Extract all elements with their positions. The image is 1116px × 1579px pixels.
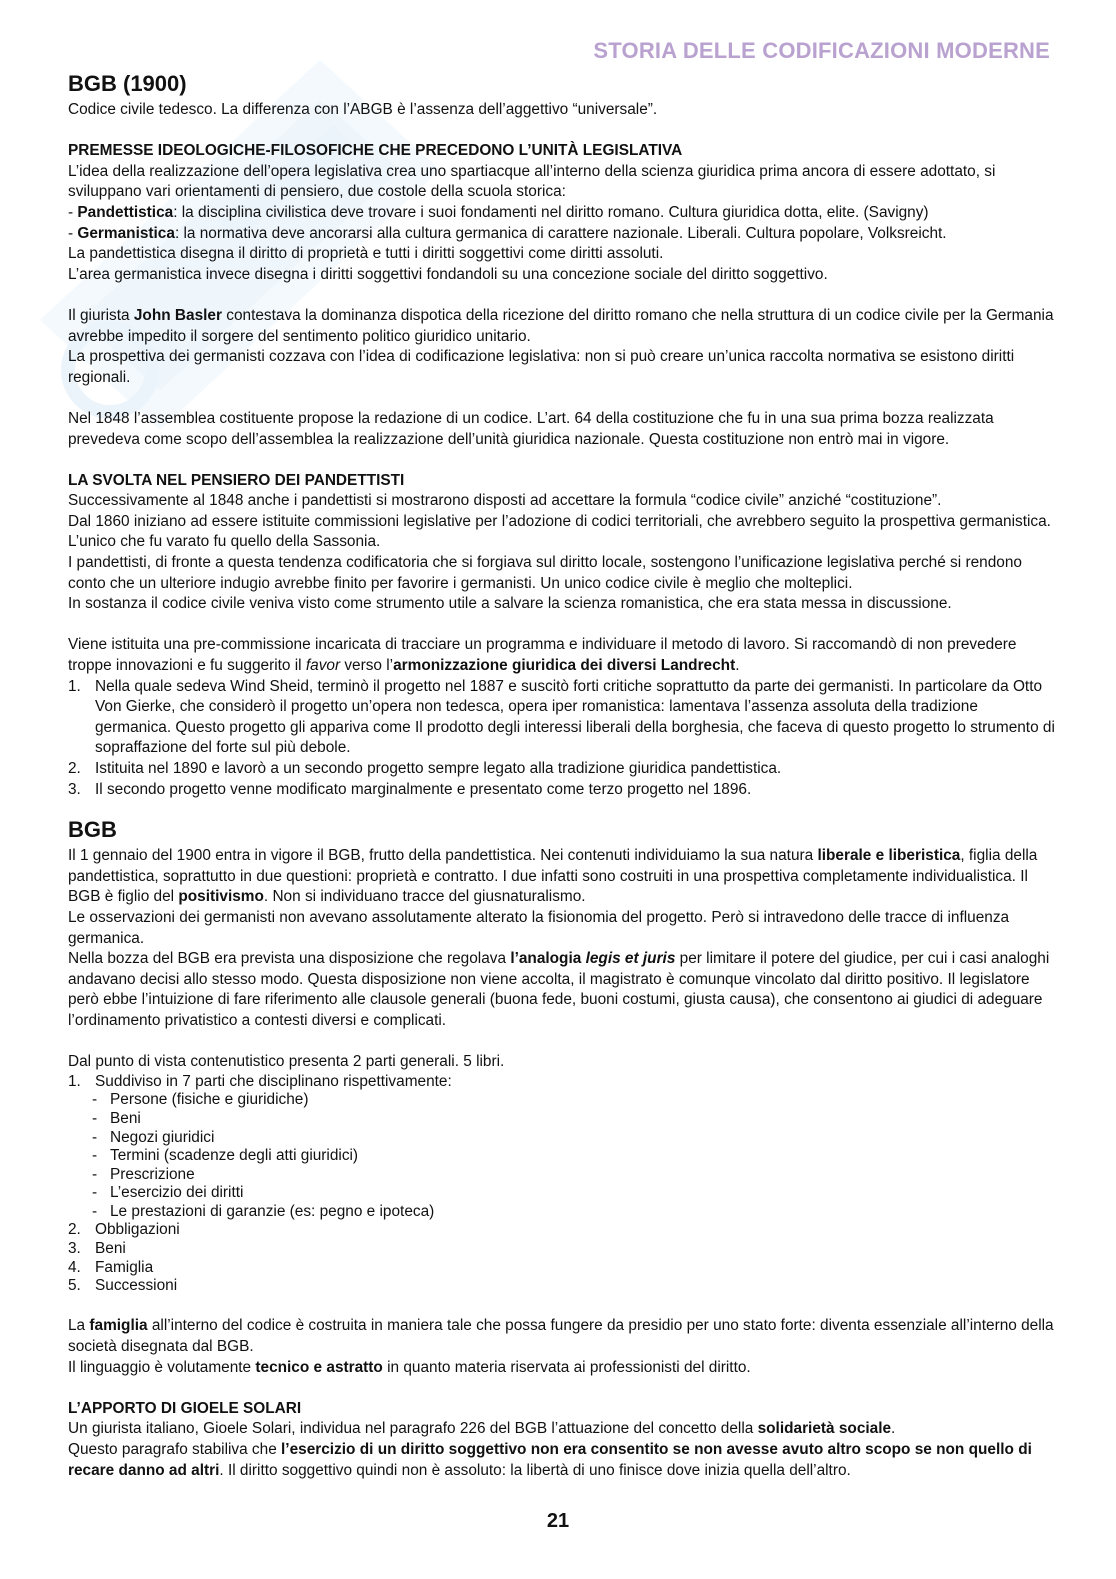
list-item: - Termini (scadenze degli atti giuridici) <box>92 1147 359 1165</box>
basler-paragraph: Il giurista John Basler contestava la dominanza dispotica della ricezione del diritto romano che nella struttura di un codice civile per la Germania avrebbe impedito il sorgere del sentimento politico giuridico unitario. <box>68 306 1054 345</box>
list-item: 5. Successioni <box>68 1277 178 1295</box>
intro-paragraph: Codice civile tedesco. La differenza con l’ABGB è l’assenza dell’aggettivo “universale”. <box>68 101 658 118</box>
svolta-paragraph-5: Viene istituita una pre-commissione incaricata di tracciare un programma e individuare il metodo di lavoro. Si raccomandò di non prevedere troppe innovazioni e fu suggerito il favor verso l’armonizzazione giuridica dei diversi Landrecht. <box>68 636 1017 675</box>
libri-list <box>68 1073 1058 1296</box>
bgb-paragraph-2: Le osservazioni dei germanisti non avevano assolutamente alterato la fisionomia del progetto. Però si intravedono delle tracce di influenza germanica. <box>68 908 1010 947</box>
bgb-paragraph-1: Il 1 gennaio del 1900 entra in vigore il BGB, frutto della pandettistica. Nei contenuti individuiamo la sua natura liberale e liberistica, figlia della pandettistica, soprattutto in due questioni: proprietà e contratto. I due infatti sono costruiti in una prospettiva completamente individualistica. Il BGB è figlio del positivismo. Non si individuano tracce del giusnaturalismo. <box>68 847 1038 906</box>
list-item: 1. Suddiviso in 7 parti che disciplinano rispettivamente: - Persone (fisiche e giuridiche) - Beni - Negozi giuridici - Termini (scadenze degli atti giuridici) - Prescrizione - L’esercizio dei diritti - Le prestazioni di garanzie (es: pegno e ipoteca) <box>68 1073 1058 1222</box>
list-item: - Le prestazioni di garanzie (es: pegno e ipoteca) <box>92 1202 435 1220</box>
list-item: 4. Famiglia <box>68 1258 154 1276</box>
running-header-title: STORIA DELLE CODIFICAZIONI MODERNE <box>593 38 1050 63</box>
parti-sublist <box>68 1091 1058 1221</box>
list-item: - Beni <box>92 1109 141 1127</box>
solari-paragraph-2: Questo paragrafo stabiliva che l’esercizio di un diritto soggettivo non era consentito se non avesse avuto altro scopo se non quello di recare danno ad altri. Il diritto soggettivo quindi non è assoluto: la libertà di uno finisce dove inizia quella dell’altro. <box>68 1441 1032 1479</box>
germanistica-label: Germanistica <box>77 224 175 242</box>
list-item: 3. Beni <box>68 1240 126 1258</box>
list-item: 1. Nella quale sedeva Wind Sheid, terminò il progetto nel 1887 e suscitò forti critiche soprattutto da parte dei germanisti. In particolare da Otto Von Gierke, che considerò il progetto un’opera non tedesca, opera iper romanistica: lamentava l’assenza assoluta della tradizione germanica. Questo progetto gli appariva come Il prodotto degli interessi liberali della borghesia, che faceva di questo progetto lo strumento di sopraffazione del forte sul più debole. <box>68 677 1055 757</box>
bgb-paragraph-3: Nella bozza del BGB era prevista una disposizione che regolava l’analogia legis et juris per limitare il potere del giudice, per cui i casi analoghi andavano decisi allo stesso modo. Questa disposizione non viene accolta, il magistrato è comunque vincolato dal diritto positivo. Il legislatore però ebbe l’intuizione di fare riferimento alle clausole generali (buona fede, buoni costumi, giusta causa), che consentono ai giudici di adeguare l’ordinamento privatistico a contesti diversi e complicati. <box>68 950 1050 1029</box>
premesse-paragraph-2: La pandettistica disegna il diritto di proprietà e tutti i diritti soggettivi come diritti assoluti. <box>68 245 664 263</box>
svolta-paragraph-1: Successivamente al 1848 anche i pandettisti si mostrarono disposti ad accettare la formula “codice civile” anziché “costituzione”. <box>68 492 942 510</box>
progetti-list <box>68 677 1058 801</box>
bgb-paragraph-5: La famiglia all’interno del codice è costruita in maniera tale che possa fungere da presidio per uno stato forte: diventa essenziale all’interno della società disegnata dal BGB. <box>68 1317 1054 1356</box>
svolta-paragraph-4: In sostanza il codice civile veniva visto come strumento utile a salvare la scienza romanistica, che era stata messa in discussione. <box>68 595 952 613</box>
premesse-paragraph-3: L’area germanistica invece disegna i diritti soggettivi fondandoli su una concezione sociale del diritto soggettivo. <box>68 265 828 283</box>
list-item: - Prescrizione <box>92 1165 195 1183</box>
list-item: - Negozi giuridici <box>92 1128 215 1146</box>
list-item: 2. Obbligazioni <box>68 1221 180 1239</box>
page-number: 21 <box>546 1510 570 1532</box>
germanistica-line: - Germanistica: la normativa deve ancorarsi alla cultura germanica di carattere nazionale. Liberali. Cultura popolare, Volksreicht. <box>68 224 947 242</box>
list-item: - Persone (fisiche e giuridiche) <box>92 1091 309 1109</box>
basler-name: John Basler <box>133 306 222 324</box>
svolta-paragraph-3: I pandettisti, di fronte a questa tendenza codificatoria che si forgiava sul diritto locale, sostengono l’unificazione legislativa perché si rendono conto che un ulteriore indugio avrebbe finito per favorire i germanisti. Un unico codice civile è meglio che molteplici. <box>68 554 1022 592</box>
premesse-paragraph-1: L’idea della realizzazione dell’opera legislativa crea uno spartiacque all’interno della scienza giuridica prima ancora di essere adottato, si sviluppano vari orientamenti di pensiero, due costole della scuola storica: <box>68 162 996 201</box>
heading-solari: L’APPORTO DI GIOELE SOLARI <box>68 1399 302 1417</box>
list-item: 3. Il secondo progetto venne modificato marginalmente e presentato come terzo progetto nel 1896. <box>68 780 752 798</box>
list-item: 2. Istituita nel 1890 e lavorò a un secondo progetto sempre legato alla tradizione giuridica pandettistica. <box>68 760 782 777</box>
heading-svolta: LA SVOLTA NEL PENSIERO DEI PANDETTISTI <box>68 471 405 489</box>
premesse-paragraph-4: La prospettiva dei germanisti cozzava con l’idea di codificazione legislativa: non si può creare un’unica raccolta normativa se esistono diritti regionali. <box>68 348 1015 386</box>
section-title-bgb-1900: BGB (1900) <box>68 71 187 96</box>
solari-paragraph-1: Un giurista italiano, Gioele Solari, individua nel paragrafo 226 del BGB l’attuazione del concetto della solidarietà sociale. <box>68 1420 896 1438</box>
premesse-paragraph-5: Nel 1848 l’assemblea costituente propose la redazione di un codice. L’art. 64 della costituzione che fu in una sua prima bozza realizzata prevedeva come scopo dell’assemblea la realizzazione dell’unità giuridica nazionale. Questa costituzione non entrò mai in vigore. <box>68 409 994 448</box>
pandettistica-line: - Pandettistica: la disciplina civilistica deve trovare i suoi fondamenti nel diritto romano. Cultura giuridica dotta, elite. (Savigny) <box>68 203 929 221</box>
section-title-bgb: BGB <box>68 817 117 843</box>
heading-premesse: PREMESSE IDEOLOGICHE-FILOSOFICHE CHE PRECEDONO L’UNITÀ LEGISLATIVA <box>68 142 683 160</box>
list-item: - L’esercizio dei diritti <box>92 1184 244 1202</box>
bgb-paragraph-6: Il linguaggio è volutamente tecnico e astratto in quanto materia riservata ai professionisti del diritto. <box>68 1358 751 1376</box>
document-body <box>68 70 1058 1481</box>
bgb-paragraph-4: Dal punto di vista contenutistico presenta 2 parti generali. 5 libri. <box>68 1053 505 1071</box>
pandettistica-label: Pandettistica <box>77 203 174 221</box>
svolta-paragraph-2: Dal 1860 iniziano ad essere istituite commissioni legislative per l’adozione di codici territoriali, che avrebbero seguito la prospettiva germanistica. L’unico che fu varato fu quello della Sassonia. <box>68 512 1051 551</box>
